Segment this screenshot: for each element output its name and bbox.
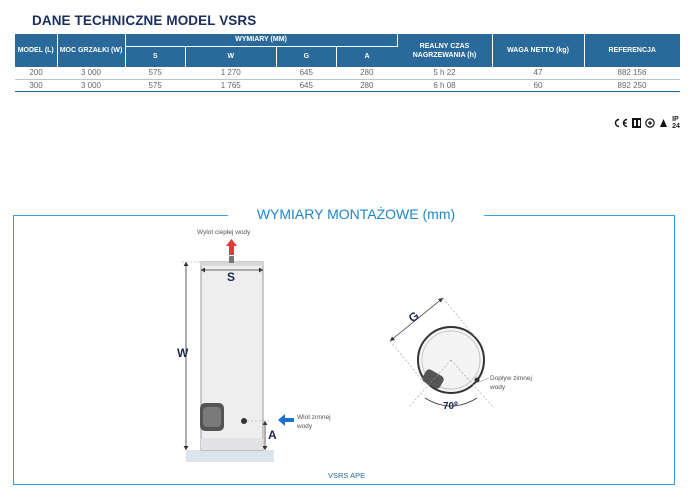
col-s: S [125,46,185,67]
cell-w: 1 270 [185,67,276,79]
floor-base [186,450,274,462]
tank-bottom-cap [201,438,263,450]
spec-title: DANE TECHNICZNE MODEL VSRS [32,13,257,28]
cell-g: 645 [276,67,336,79]
mounting-title: WYMIARY MONTAŻOWE (mm) [256,206,456,222]
cell-w: 1 765 [185,79,276,91]
cell-g: 645 [276,79,336,91]
cell-power: 3 000 [57,79,125,91]
cell-model: 300 [15,79,57,91]
col-g: G [276,46,336,67]
cold-inlet-label: Wlot zimnej wody [297,414,331,430]
col-model: MODEL (L) [15,34,57,67]
cold-supply-leader [479,378,489,382]
cell-power: 3 000 [57,67,125,79]
col-heat-time: REALNY CZAS NAGRZEWANIA (h) [397,34,492,67]
col-weight: WAGA NETTO (kg) [492,34,584,67]
cold-supply-label: Dopływ zimnej wody [490,375,532,391]
cell-weight: 60 [492,79,584,91]
cell-ref: 882 156 [584,67,680,79]
dimension-g-label: G [405,308,422,326]
cell-a: 280 [337,67,397,79]
hot-water-label: Wylot ciepłej wody [197,229,251,236]
dimension-s-label: S [227,270,236,284]
angle-label: 70º [443,401,458,412]
col-dims: WYMIARY (MM) [125,34,397,46]
model-caption: VSRS APE [328,471,366,480]
cell-time: 5 h 22 [397,67,492,79]
cold-inlet-port [241,418,247,424]
col-power: MOC GRZAŁKI (W) [57,34,125,67]
cell-a: 280 [337,79,397,91]
cell-s: 575 [125,79,185,91]
col-w: W [185,46,276,67]
col-a: A [337,46,397,67]
cell-weight: 47 [492,67,584,79]
top-view-inlet [475,378,480,383]
dimension-w-label: W [177,346,189,360]
heating-element-cover [203,407,221,427]
cell-ref: 892 250 [584,79,680,91]
ip-rating-label: IP 24 [672,116,680,130]
cold-inlet-arrow-icon [278,414,294,426]
hot-water-arrow-icon [226,239,237,255]
cell-time: 6 h 08 [397,79,492,91]
cell-model: 200 [15,67,57,79]
cell-s: 575 [125,67,185,79]
hot-outlet-pipe [229,256,234,263]
col-ref: REFERENCJA [584,34,680,67]
dimension-a-label: A [268,428,277,442]
